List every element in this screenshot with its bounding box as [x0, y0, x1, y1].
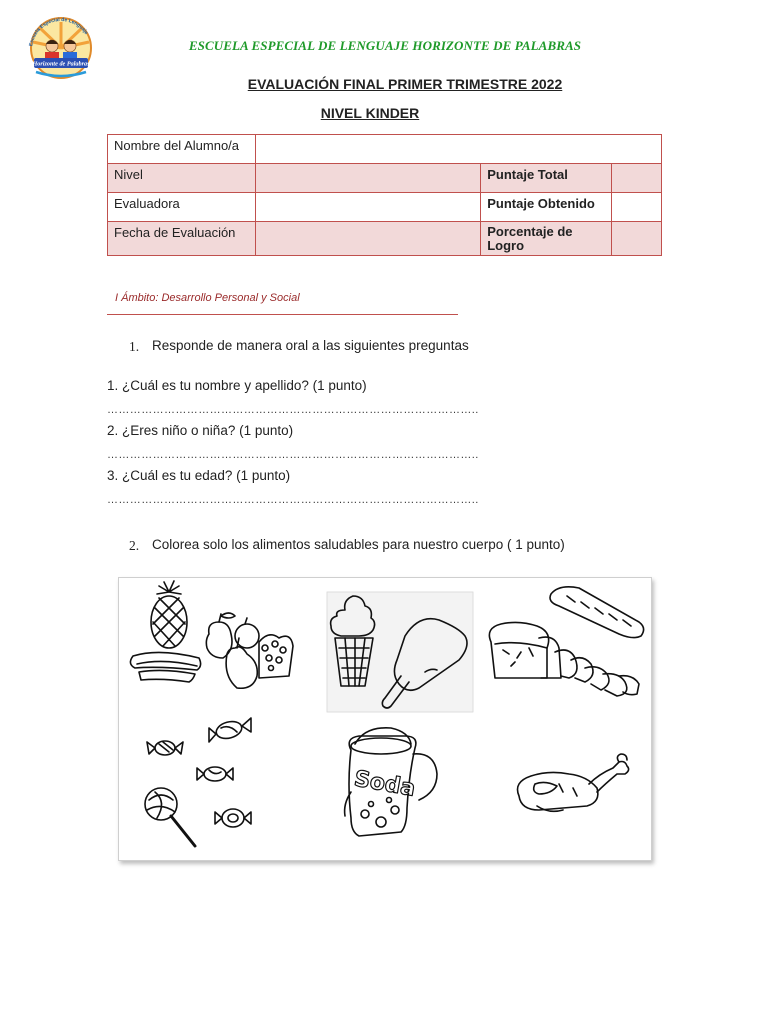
section-heading: I Ámbito: Desarrollo Personal y Social — [115, 292, 300, 304]
question-1-text: Responde de manera oral a las siguientes preguntas — [152, 338, 469, 353]
answer-line-2[interactable]: …………………………………………………………………………………….. — [107, 449, 479, 461]
student-name-label: Nombre del Alumno/a — [108, 135, 256, 164]
total-score-label: Puntaje Total — [481, 164, 612, 193]
achievement-field[interactable] — [612, 222, 662, 256]
obtained-score-label: Puntaje Obtenido — [481, 193, 612, 222]
food-images-panel — [118, 577, 652, 861]
candies-image — [145, 718, 251, 846]
question-1-item-3: 3. ¿Cuál es tu edad? (1 punto) — [107, 468, 291, 483]
question-2-text: Colorea solo los alimentos saludables para nuestro cuerpo ( 1 punto) — [152, 537, 565, 552]
svg-text:Horizonte de Palabras: Horizonte de Palabras — [32, 60, 90, 68]
page-title: EVALUACIÓN FINAL PRIMER TRIMESTRE 2022 — [247, 76, 563, 92]
level-subtitle: NIVEL KINDER — [320, 105, 420, 121]
fruits-image — [130, 581, 293, 688]
student-info-table — [107, 134, 662, 256]
student-name-field[interactable] — [255, 135, 661, 164]
level-label: Nivel — [108, 164, 256, 193]
bread-image — [489, 587, 643, 696]
soda-label: Soda — [352, 766, 418, 802]
question-1-item-1: 1. ¿Cuál es tu nombre y apellido? (1 punto) — [107, 378, 367, 393]
achievement-label: Porcentaje de Logro — [481, 222, 612, 256]
roast-chicken-image — [518, 754, 629, 811]
question-2-number: 2. — [129, 538, 140, 553]
question-1-number: 1. — [129, 339, 140, 354]
evaluator-field[interactable] — [255, 193, 480, 222]
date-label: Fecha de Evaluación — [108, 222, 256, 256]
school-logo — [24, 14, 98, 80]
section-divider — [107, 314, 458, 315]
answer-line-3[interactable]: …………………………………………………………………………………….. — [107, 494, 479, 506]
evaluator-label: Evaluadora — [108, 193, 256, 222]
date-field[interactable] — [255, 222, 480, 256]
level-field[interactable] — [255, 164, 480, 193]
soda-can-image — [345, 728, 437, 836]
school-name: ESCUELA ESPECIAL DE LENGUAJE HORIZONTE DE PALABRAS — [188, 38, 582, 53]
total-score-field[interactable] — [612, 164, 662, 193]
question-1-item-2: 2. ¿Eres niño o niña? (1 punto) — [107, 423, 294, 438]
answer-line-1[interactable]: …………………………………………………………………………………….. — [107, 404, 479, 416]
obtained-score-field[interactable] — [612, 193, 662, 222]
svg-text:Escuela Especial de Lenguaje: Escuela Especial de Lenguaje — [28, 16, 89, 47]
